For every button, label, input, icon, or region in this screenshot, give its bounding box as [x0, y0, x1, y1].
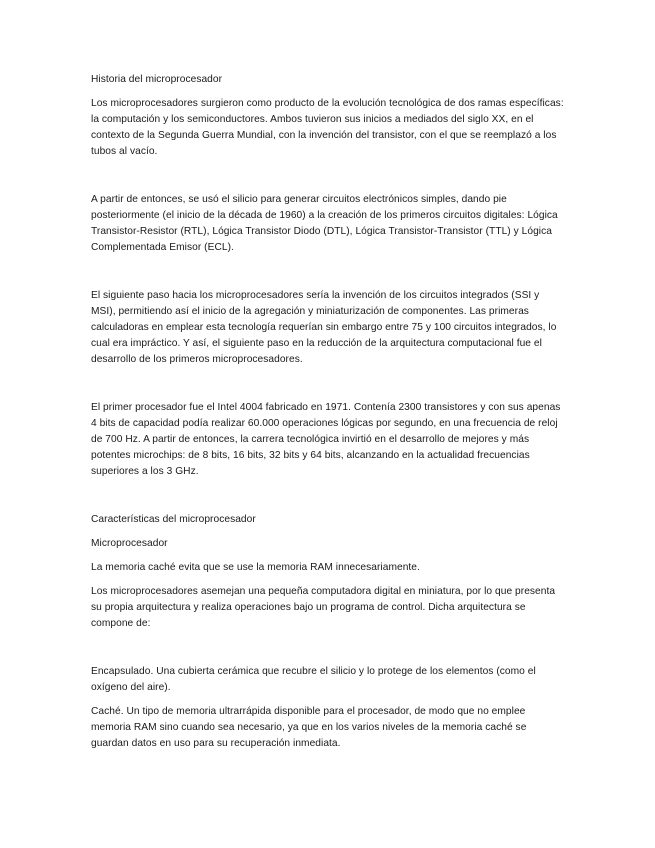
component-cache: Caché. Un tipo de memoria ultrarrápida disponible para el procesador, de modo que no emplee memoria RAM sino cuando sea necesario, ya que en los varios niveles de la memoria caché se guardan datos en uso para su recuperación inmediata.: [91, 706, 527, 749]
paragraph-gap: [91, 168, 565, 192]
cache-note: La memoria caché evita que se use la memoria RAM innecesariamente.: [91, 562, 420, 573]
component-encapsulado: Encapsulado. Una cubierta cerámica que recubre el silicio y lo protege de los elementos (como el oxígeno del aire).: [91, 666, 536, 693]
document-title: Historia del microprocesador: [91, 74, 223, 85]
section-title: Características del microprocesador: [91, 514, 256, 525]
intro-paragraph-3: El siguiente paso hacia los microprocesadores sería la invención de los circuitos integrados (SSI y MSI), permitiendo así el inicio de la agregación y miniaturización de componentes. Las primeras calculadoras en emplear esta tecnología requerían sin embargo entre 75 y 100 circuitos integrados, lo cual era impráctico. Y así, el siguiente paso en la reducción de la arquitectura computacional fue el desarrollo de los primeros microprocesadores.: [91, 290, 557, 365]
paragraph-gap: [91, 264, 565, 288]
paragraph-gap: [91, 488, 565, 512]
architecture-intro: Los microprocesadores asemejan una pequeña computadora digital en miniatura, por lo que presenta su propia arquitectura y realiza operaciones bajo un programa de control. Dicha arquitectura se compone de:: [91, 586, 556, 629]
intro-paragraph-2: A partir de entonces, se usó el silicio para generar circuitos electrónicos simples, dando pie posteriormente (el inicio de la década de 1960) a la creación de los primeros circuitos digitales: Lógica Transistor-Resistor (RTL), Lógica Transistor Diodo (DTL), Lógica Transistor-Transistor (TTL) y Lógica Complementada Emisor (ECL).: [91, 194, 558, 253]
intro-paragraph-1: Los microprocesadores surgieron como producto de la evolución tecnológica de dos ramas específicas: la computación y los semiconductores. Ambos tuvieron sus inicios a mediados del siglo XX, en el contexto de la Segunda Guerra Mundial, con la invención del transistor, con el que se reemplazó a los tubos al vacío.: [91, 98, 564, 157]
intro-paragraph-4: El primer procesador fue el Intel 4004 fabricado en 1971. Contenía 2300 transistores y con sus apenas 4 bits de capacidad podía realizar 60.000 operaciones lógicas por segundo, en una frecuencia de reloj de 700 Hz. A partir de entonces, la carrera tecnológica invirtió en el desarrollo de mejores y más potentes microchips: de 8 bits, 16 bits, 32 bits y 64 bits, alcanzando en la actualidad frecuencias superiores a los 3 GHz.: [91, 402, 561, 477]
subsection-title: Microprocesador: [91, 538, 168, 549]
paragraph-gap: [91, 376, 565, 400]
paragraph-gap: [91, 640, 565, 664]
